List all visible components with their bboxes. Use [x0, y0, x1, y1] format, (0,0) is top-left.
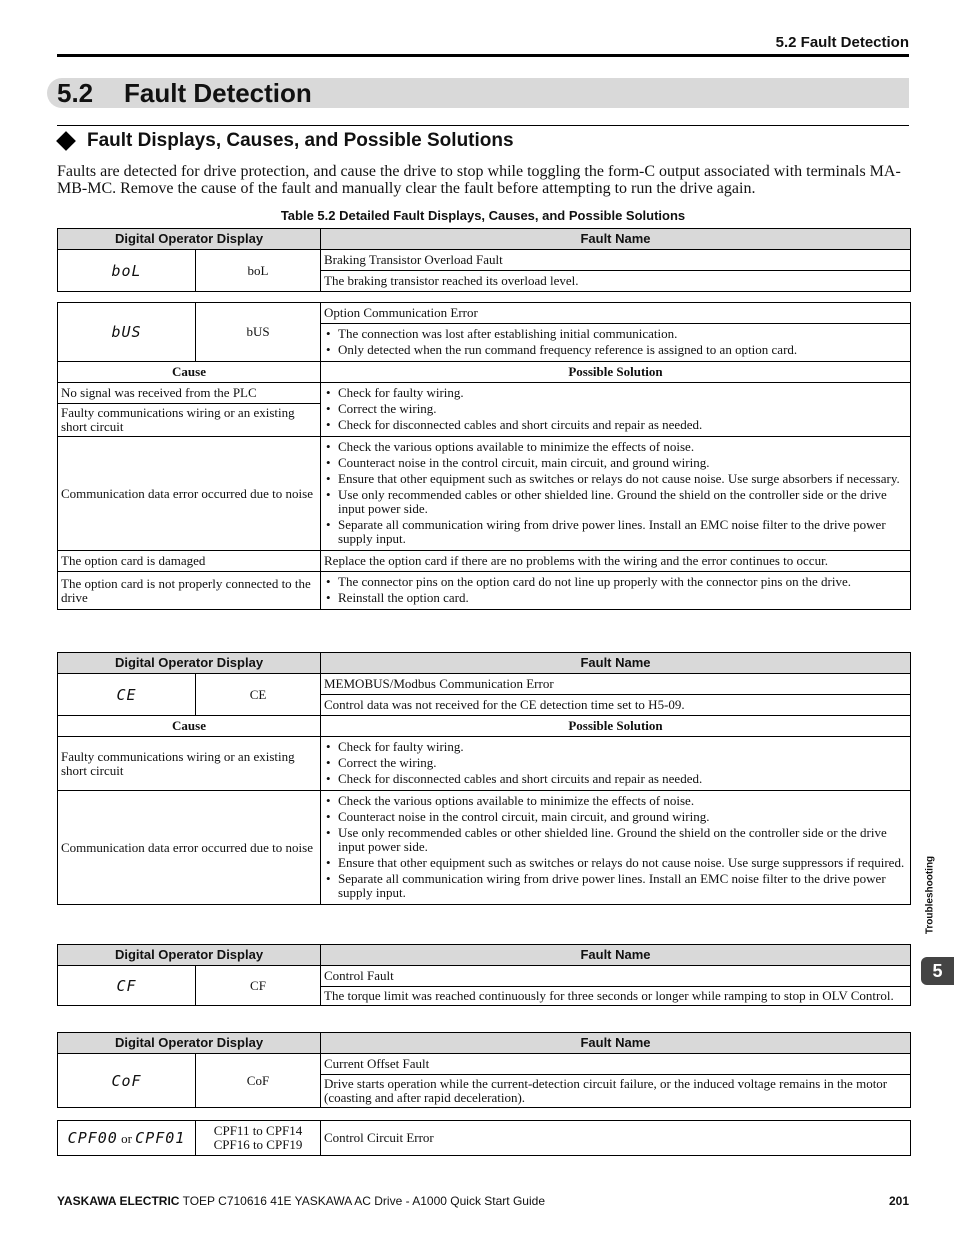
list-item: • Check for faulty wiring. [324, 386, 907, 400]
footer [57, 1194, 545, 1208]
footer-doc: TOEP C710616 41E YASKAWA AC Drive - A1000 Quick Start Guide [179, 1194, 545, 1208]
operator-display-cpf [58, 1121, 196, 1156]
header-fault-name: Fault Name [321, 1033, 911, 1054]
operator-display-cpf01: CPF01 [135, 1128, 186, 1147]
solution-cell [321, 572, 911, 610]
cause-cell: Communication data error occurred due to noise [58, 437, 321, 551]
fault-description-bus [321, 324, 911, 362]
side-tab-label-text: Troubleshooting [924, 855, 936, 935]
section-number: 5.2 [57, 78, 94, 108]
header-cause: Cause [58, 362, 321, 383]
side-tab-label [915, 845, 945, 945]
header-cause: Cause [58, 716, 321, 737]
list-item: • Separate all communication wiring from drive power lines. Install an EMC noise filter to the drive power supply input. [324, 872, 907, 900]
or-text: or [121, 1130, 132, 1146]
fault-name-bol: Braking Transistor Overload Fault [321, 250, 911, 271]
list-item: • Counteract noise in the control circuit, main circuit, and ground wiring. [324, 810, 907, 824]
cause-cell: Faulty communications wiring or an existing short circuit [58, 404, 321, 437]
list-item: • Check for disconnected cables and short circuits and repair as needed. [324, 418, 907, 432]
list-item: • Use only recommended cables or other shielded line. Ground the shield on the controller side or the drive input power side. [324, 826, 907, 854]
cause-cell: No signal was received from the PLC [58, 383, 321, 404]
table-caption: Table 5.2 Detailed Fault Displays, Causes, and Possible Solutions [280, 208, 686, 223]
fault-description-bol: The braking transistor reached its overload level. [321, 271, 911, 292]
list-item: • Use only recommended cables or other shielded line. Ground the shield on the controller side or the drive input power side. [324, 488, 907, 516]
header-fault-name: Fault Name [321, 229, 911, 250]
header-fault-name: Fault Name [321, 653, 911, 674]
fault-code-cof: CoF [196, 1054, 321, 1108]
cause-cell: The option card is damaged [58, 551, 321, 572]
header-possible-solution: Possible Solution [321, 362, 911, 383]
running-head: 5.2 Fault Detection [775, 34, 909, 51]
fault-table-cof [57, 1032, 911, 1108]
section-bar [47, 78, 909, 108]
operator-display-cof: CoF [58, 1054, 196, 1108]
list-item: • Counteract noise in the control circuit, main circuit, and ground wiring. [324, 456, 907, 470]
solution-cell [321, 737, 911, 791]
fault-name-cf: Control Fault [321, 966, 911, 987]
operator-display-bus: bUS [58, 303, 196, 362]
fault-table-bus [57, 302, 911, 610]
fault-table-bol [57, 228, 911, 292]
fault-code-bol: boL [196, 250, 321, 292]
section-title: Fault Detection [124, 78, 312, 108]
header-possible-solution: Possible Solution [321, 716, 911, 737]
footer-brand: YASKAWA ELECTRIC [57, 1194, 180, 1208]
solution-cell: Replace the option card if there are no problems with the wiring and the error continues to occur. [321, 551, 911, 572]
header-rule [57, 54, 909, 57]
list-item: • Check for faulty wiring. [324, 740, 907, 754]
list-item: • Check the various options available to minimize the effects of noise. [324, 440, 907, 454]
operator-display-cpf00: CPF00 [67, 1128, 118, 1147]
operator-display-bol: boL [58, 250, 196, 292]
list-item: • Check for disconnected cables and short circuits and repair as needed. [324, 772, 907, 786]
header-digital-operator-display: Digital Operator Display [58, 945, 321, 966]
header-digital-operator-display: Digital Operator Display [58, 653, 321, 674]
subsection-heading [57, 130, 514, 152]
fault-name-cof: Current Offset Fault [321, 1054, 911, 1075]
diamond-bullet-icon [56, 131, 76, 151]
fault-description-cf: The torque limit was reached continuously for three seconds or longer while ramping to stop in OLV Control. [321, 987, 911, 1006]
fault-code-cpf-line1: CPF11 to CPF14 [213, 1123, 303, 1138]
fault-code-ce: CE [196, 674, 321, 716]
list-item: • Correct the wiring. [324, 402, 907, 416]
cause-cell: Faulty communications wiring or an existing short circuit [58, 737, 321, 791]
intro-paragraph: Faults are detected for drive protection, and cause the drive to stop while toggling the form-C output associated with terminals MA-MB-MC. Remove the cause of the fault and manually clear the fault before attempting to run the drive again. [57, 163, 901, 197]
operator-display-ce: CE [58, 674, 196, 716]
fault-code-cpf-line2: CPF16 to CPF19 [213, 1137, 303, 1152]
list-item: • Ensure that other equipment such as switches or relays do not cause noise. Use surge suppressors if required. [324, 856, 907, 870]
subsection-title: Fault Displays, Causes, and Possible Solutions [87, 130, 514, 151]
fault-table-ce [57, 652, 911, 905]
chapter-tab[interactable]: 5 [921, 957, 954, 985]
fault-code-cpf [196, 1121, 321, 1156]
header-digital-operator-display: Digital Operator Display [58, 229, 321, 250]
fault-name-cpf: Control Circuit Error [321, 1121, 911, 1156]
list-item: • Correct the wiring. [324, 756, 907, 770]
fault-name-bus: Option Communication Error [321, 303, 911, 324]
fault-name-ce: MEMOBUS/Modbus Communication Error [321, 674, 911, 695]
list-item: • The connector pins on the option card do not line up properly with the connector pins on the drive. [324, 575, 907, 589]
operator-display-cf: CF [58, 966, 196, 1006]
list-item: • Ensure that other equipment such as switches or relays do not cause noise. Use surge absorbers if necessary. [324, 472, 907, 486]
fault-description-ce: Control data was not received for the CE detection time set to H5-09. [321, 695, 911, 716]
list-item: • Reinstall the option card. [324, 591, 907, 605]
header-digital-operator-display: Digital Operator Display [58, 1033, 321, 1054]
fault-table-cf [57, 944, 911, 1006]
list-item: • Check the various options available to minimize the effects of noise. [324, 794, 907, 808]
cause-cell: Communication data error occurred due to noise [58, 791, 321, 905]
solution-cell [321, 383, 911, 437]
fault-code-cf: CF [196, 966, 321, 1006]
fault-description-cof: Drive starts operation while the current-detection circuit failure, or the induced voltage remains in the motor (coasting and after rapid deceleration). [321, 1075, 911, 1108]
list-item: • The connection was lost after establishing initial communication. [324, 327, 907, 341]
solution-cell [321, 791, 911, 905]
page-number: 201 [888, 1194, 909, 1208]
list-item: • Separate all communication wiring from drive power lines. Install an EMC noise filter to the drive power supply input. [324, 518, 907, 546]
cause-cell: The option card is not properly connected to the drive [58, 572, 321, 610]
solution-cell [321, 437, 911, 551]
subsection-rule [57, 125, 909, 126]
header-fault-name: Fault Name [321, 945, 911, 966]
fault-table-cpf [57, 1120, 911, 1156]
list-item: • Only detected when the run command frequency reference is assigned to an option card. [324, 343, 907, 357]
fault-code-bus: bUS [196, 303, 321, 362]
